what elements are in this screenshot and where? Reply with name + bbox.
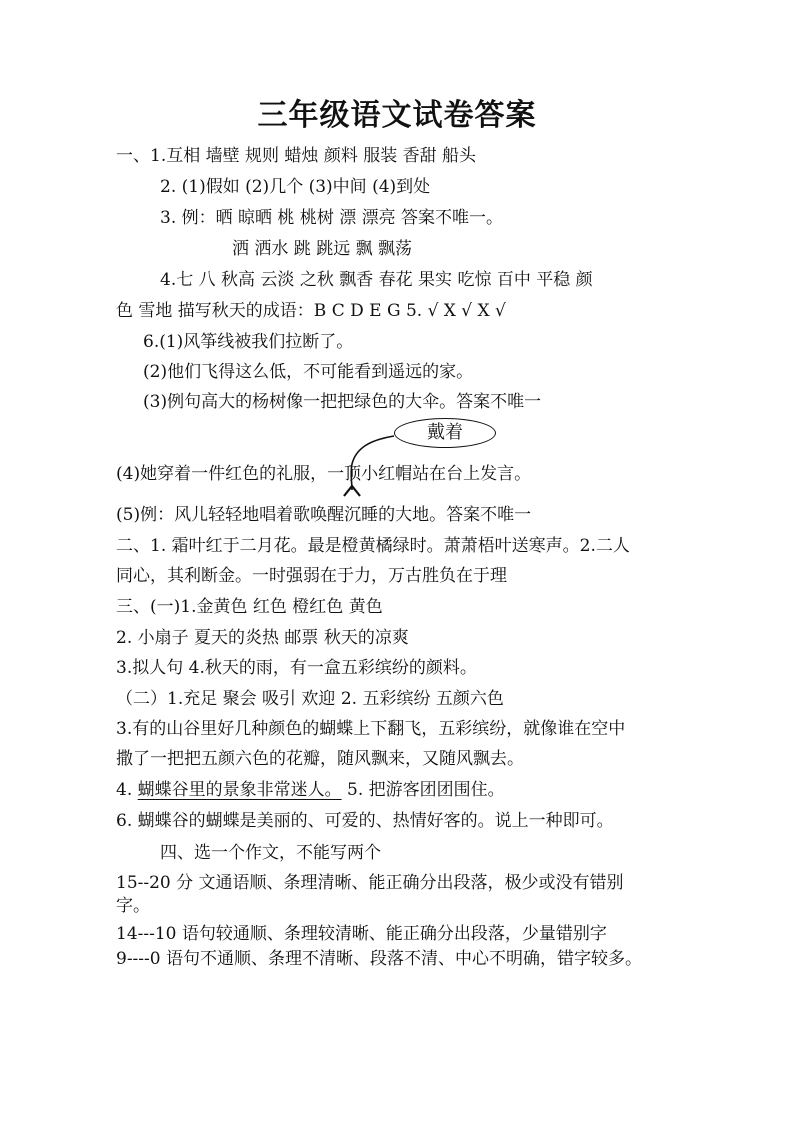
answer-line-20-rest: 5. 把游客团团围住。 (341, 780, 505, 800)
answer-line-17: （二）1.充足 聚会 吸引 欢迎 2. 五彩缤纷 五颜六色 (116, 689, 504, 709)
answer-line-16: 3.拟人句 4.秋天的雨，有一盒五彩缤纷的颜料。 (116, 658, 477, 678)
answer-line-14: 三、(一)1.金黄色 红色 橙红色 黄色 (116, 597, 383, 617)
answer-line-18: 3.有的山谷里好几种颜色的蝴蝶上下翻飞，五彩缤纷，就像谁在空中 (116, 719, 626, 739)
answer-line-20 (116, 778, 505, 802)
answer-line-13: 同心，其利断金。一时强弱在于力，万古胜负在于理 (116, 566, 507, 586)
answer-line-1: 一、1.互相 墙壁 规则 蜡烛 颜料 服装 香甜 船头 (116, 146, 477, 166)
answer-line-26: 9----0 语句不通顺、条理不清晰、段落不清、中心不明确，错字较多。 (116, 949, 643, 969)
answer-line-21: 6. 蝴蝶谷的蝴蝶是美丽的、可爱的、热情好客的。说上一种即可。 (116, 811, 614, 831)
answer-line-6: 色 雪地 描写秋天的成语：B C D E G 5. √ X √ X √ (116, 301, 506, 321)
answer-line-23: 15--20 分 文通语顺、条理清晰、能正确分出段落，极少或没有错别 (116, 873, 624, 893)
answer-line-8: (2)他们飞得这么低，不可能看到遥远的家。 (143, 362, 474, 382)
underlined-answer: 蝴蝶谷里的景象非常迷人。 (137, 780, 342, 800)
answer-line-24: 字。 (116, 896, 150, 916)
answer-line-4: 洒 洒水 跳 跳远 飘 飘荡 (232, 239, 413, 259)
answer-line-11: (5)例：风儿轻轻地唱着歌唤醒沉睡的大地。答案不唯一 (116, 505, 532, 525)
page-title: 三年级语文试卷答案 (257, 98, 537, 133)
answer-line-25: 14---10 语句较通顺、条理较清晰、能正确分出段落，少量错别字 (116, 924, 607, 944)
answer-line-19: 撒了一把把五颜六色的花瓣，随风飘来，又随风飘去。 (116, 749, 524, 769)
answer-line-20-number: 4. (116, 780, 138, 800)
answer-line-15: 2. 小扇子 夏天的炎热 邮票 秋天的凉爽 (116, 628, 409, 648)
insertion-oval: 戴着 (394, 418, 496, 448)
answer-line-12: 二、1. 霜叶红于二月花。最是橙黄橘绿时。萧萧梧叶送寒声。2.二人 (116, 536, 630, 556)
answer-line-7: 6.(1)风筝线被我们拉断了。 (143, 332, 354, 352)
answer-line-2: 2. (1)假如 (2)几个 (3)中间 (4)到处 (160, 177, 431, 197)
answer-line-9: (3)例句高大的杨树像一把把绿色的大伞。答案不唯一 (143, 392, 542, 412)
answer-line-22: 四、选一个作文，不能写两个 (160, 843, 381, 863)
answer-line-10: (4)她穿着一件红色的礼服，一顶小红帽站在台上发言。 (116, 464, 532, 484)
answer-line-5: 4.七 八 秋高 云淡 之秋 飘香 春花 果实 吃惊 百中 平稳 颜 (160, 270, 593, 290)
answer-line-3: 3. 例：晒 晾晒 桃 桃树 漂 漂亮 答案不唯一。 (160, 208, 504, 228)
